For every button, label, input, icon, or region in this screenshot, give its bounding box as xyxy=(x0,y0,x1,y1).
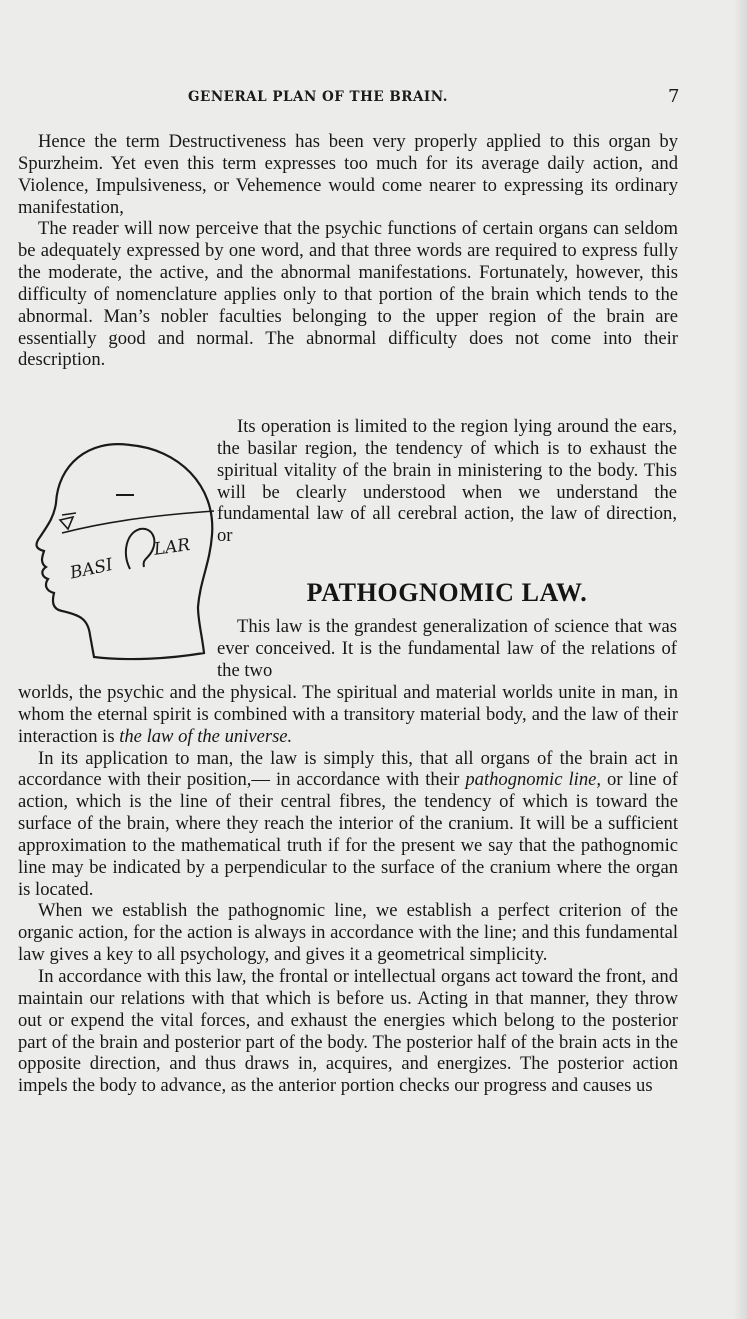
law-emphasis: the law of the universe. xyxy=(119,725,293,747)
paragraph-law-intro: This law is the grandest generalization of science that was ever conceived. It is the fundamental law of the relations of the two xyxy=(217,616,677,681)
paragraph-destructiveness: Hence the term Destructiveness has been very properly applied to this organ by Spurzheim. Yet even this term expresses too much for its average daily action, and Violence, Impulsiveness, or Vehemence would come nearer to expressing its ordinary manifestation, xyxy=(18,131,678,218)
application-emphasis: pathognomic line, xyxy=(465,769,602,791)
paragraph-criterion: When we establish the pathognomic line, we establish a perfect criterion of the organic action, for the action is always in accordance with the line; and this fundamental law gives a key to all psychology, and gives it a geometrical simplicity. xyxy=(18,900,678,966)
eye-squiggle xyxy=(62,513,76,515)
basilar-region-paragraph xyxy=(217,416,677,547)
head-profile-figure xyxy=(18,425,218,665)
eye-mark xyxy=(60,517,73,529)
basilar-label-right: LAR xyxy=(152,534,192,560)
application-text-start: In its application to man, the law is simply this, that all organs of the brain act in accordance with their position,— in accordance with their xyxy=(18,747,678,791)
paragraph-application xyxy=(18,748,678,901)
main-body xyxy=(18,682,678,1097)
law-paragraph-beside-figure xyxy=(217,616,677,682)
paragraph-operation: Its operation is limited to the region lying around the ears, the basilar region, the tendency of which is to exhaust the spiritual vitality of the brain in ministering to the body. This will be clearly understood when we understand the fundamental law of all cerebral action, the law of direction, or xyxy=(217,416,677,547)
ear-outline xyxy=(126,529,154,569)
running-title: GENERAL PLAN OF THE BRAIN. xyxy=(188,89,448,105)
basilar-label-left: BASI xyxy=(68,554,115,584)
page-edge-shadow xyxy=(733,0,747,1319)
opening-paragraphs xyxy=(18,131,678,371)
paragraph-law-continued xyxy=(18,682,678,748)
paragraph-frontal-organs: In accordance with this law, the frontal or intellectual organs act toward the front, and maintain our relations with that which is before us. Acting in that manner, they throw out or expend the vital forces, and exhaust the energies which belong to the posterior part of the brain and posterior part of the body. The posterior half of the brain acts in the opposite direction, and thus draws in, acquires, and energizes. The posterior action impels the body to advance, as the anterior portion checks our progress and causes us xyxy=(18,965,678,1097)
paragraph-psychic-functions: The reader will now perceive that the psychic functions of certain organs can seldom be adequately expressed by one word, and that three words are required to express fully the moderate, the active, and the abnormal manifestations. Fortunately, however, this difficulty of nomenclature applies only to that portion of the brain which tends to the abnormal. Man’s nobler faculties belonging to the upper region of the brain are essentially good and normal. The abnormal difficulty does not come into their description. xyxy=(18,218,678,371)
application-text-rest: or line of action, which is the line of their central fibres, the tendency of which is toward the surface of the brain, where they reach the interior of the cranium. It will be a sufficient approximation to the mathematical truth if for the present we say that the pathognomic line may be indicated by a perpendicular to the surface of the cranium where the organ is located. xyxy=(18,769,678,900)
running-header xyxy=(0,86,747,110)
law-continued-text: worlds, the psychic and the physical. The spiritual and material worlds unite in man, in whom the eternal spirit is combined with a transitory material body, and the law of their interaction is xyxy=(18,682,678,747)
page-number: 7 xyxy=(668,86,680,107)
section-heading: PATHOGNOMIC LAW. xyxy=(306,578,588,607)
